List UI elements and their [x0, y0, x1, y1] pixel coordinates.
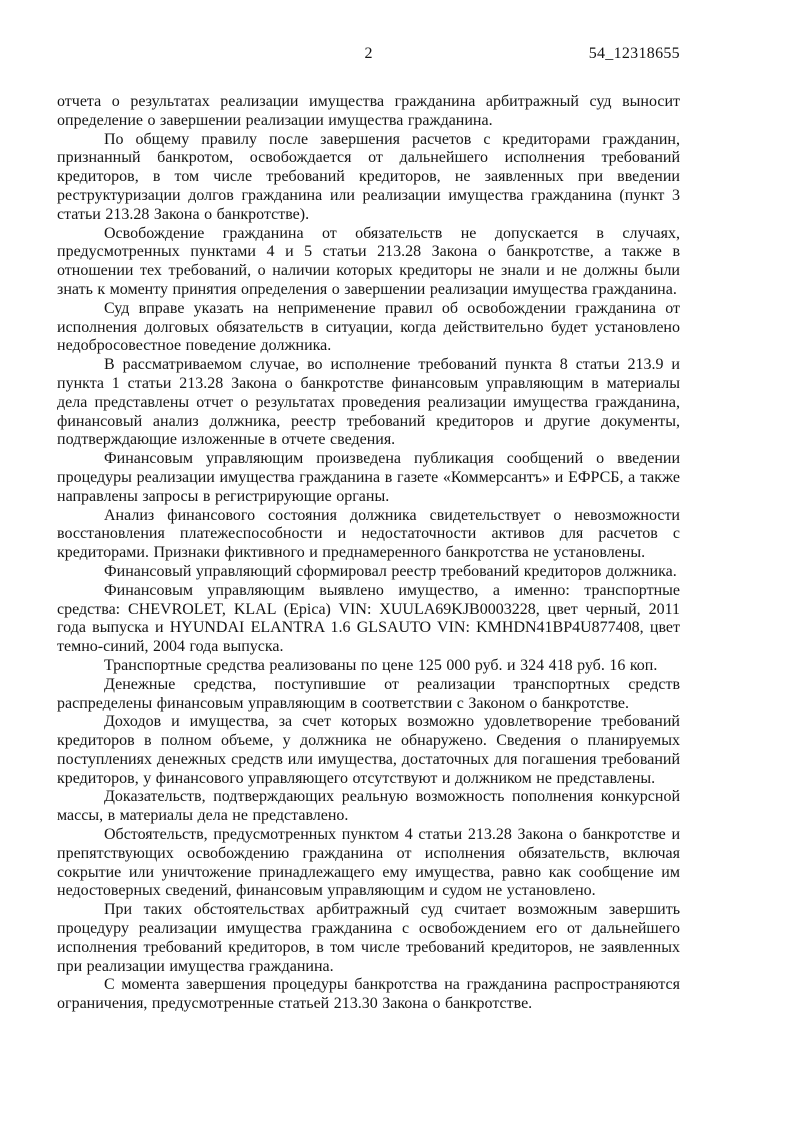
paragraph: По общему правилу после завершения расчетов с кредиторами гражданин, признанный банкротом, освобождается от дальнейшего исполнения требований кредиторов, в том числе требований кредиторов, не заявленных при введении реструктуризации долгов гражданина или реализации имущества гражданина (пункт 3 статьи 213.28 Закона о банкротстве).	[57, 130, 680, 223]
paragraph: Финансовый управляющий сформировал реестр требований кредиторов должника.	[104, 562, 677, 580]
paragraph: отчета о результатах реализации имущества гражданина арбитражный суд выносит определение о завершении реализации имущества гражданина.	[57, 93, 680, 129]
document-number: 54_12318655	[588, 45, 680, 62]
paragraph: Анализ финансового состояния должника свидетельствует о невозможности восстановления платежеспособности и недостаточности активов для расчетов с кредиторами. Признаки фиктивного и преднамеренного банкротства не установлены.	[57, 506, 680, 562]
text-block	[57, 44, 680, 1014]
paragraph: Транспортные средства реализованы по цене 125 000 руб. и 324 418 руб. 16 коп.	[104, 656, 658, 674]
page-number: 2	[364, 45, 373, 62]
paragraph: Денежные средства, поступившие от реализации транспортных средств распределены финансовым управляющим в соответствии с Законом о банкротстве.	[57, 675, 680, 712]
paragraph: Финансовым управляющим произведена публикация сообщений о введении процедуры реализации имущества гражданина в газете «Коммерсантъ» и ЕФРСБ, а также направлены запросы в регистрирующие органы.	[57, 450, 680, 505]
paragraph: С момента завершения процедуры банкротства на гражданина распространяются ограничения, предусмотренные статьей 213.30 Закона о банкротстве.	[57, 976, 680, 1013]
paragraph: В рассматриваемом случае, во исполнение требований пункта 8 статьи 213.9 и пункта 1 статьи 213.28 Закона о банкротстве финансовым управляющим в материалы дела представлены отчет о результатах проведения реализации имущества гражданина, финансовый анализ должника, реестр требований кредиторов и другие документы, подтверждающие изложенные в отчете сведения.	[57, 356, 680, 449]
paragraph: При таких обстоятельствах арбитражный суд считает возможным завершить процедуру реализации имущества гражданина с освобождением его от дальнейшего исполнения требований кредиторов, в том числе требований кредиторов, не заявленных при реализации имущества гражданина.	[57, 901, 680, 975]
paragraph: Финансовым управляющим выявлено имущество, а именно: транспортные средства: CHEVROLET, KLAL (Epica) VIN: XUULA69KJB0003228, цвет черный, 2011 года выпуска и HYUNDAI ELANTRA 1.6 GLSAUTO VIN: KMHDN41BP4U877408, цвет темно-синий, 2004 года выпуска.	[57, 581, 680, 656]
page-header	[57, 44, 680, 63]
paragraph: Суд вправе указать на неприменение правил об освобождении гражданина от исполнения долговых обязательств в ситуации, когда действительно будет установлено недобросовестное поведение должника.	[57, 299, 680, 355]
document-body	[57, 93, 680, 1014]
paragraph: Доказательств, подтверждающих реальную возможность пополнения конкурсной массы, в материалы дела не представлено.	[57, 788, 680, 825]
paragraph: Обстоятельств, предусмотренных пунктом 4 статьи 213.28 Закона о банкротстве и препятствующих освобождению гражданина от исполнения обязательств, включая сокрытие или уничтожение принадлежащего ему имущества, равно как сообщение им недостоверных сведений, финансовым управляющим и судом не установлено.	[57, 826, 680, 900]
paragraph: Доходов и имущества, за счет которых возможно удовлетворение требований кредиторов в полном объеме, у должника не обнаружено. Сведения о планируемых поступлениях денежных средств или имущества, достаточных для погашения требований кредиторов, у финансового управляющего отсутствуют и должником не представлены.	[57, 713, 680, 787]
paragraph: Освобождение гражданина от обязательств не допускается в случаях, предусмотренных пунктами 4 и 5 статьи 213.28 Закона о банкротстве, а также в отношении тех требований, о наличии которых кредиторы не знали и не должны были знать к моменту принятия определения о завершении реализации имущества гражданина.	[57, 224, 680, 298]
